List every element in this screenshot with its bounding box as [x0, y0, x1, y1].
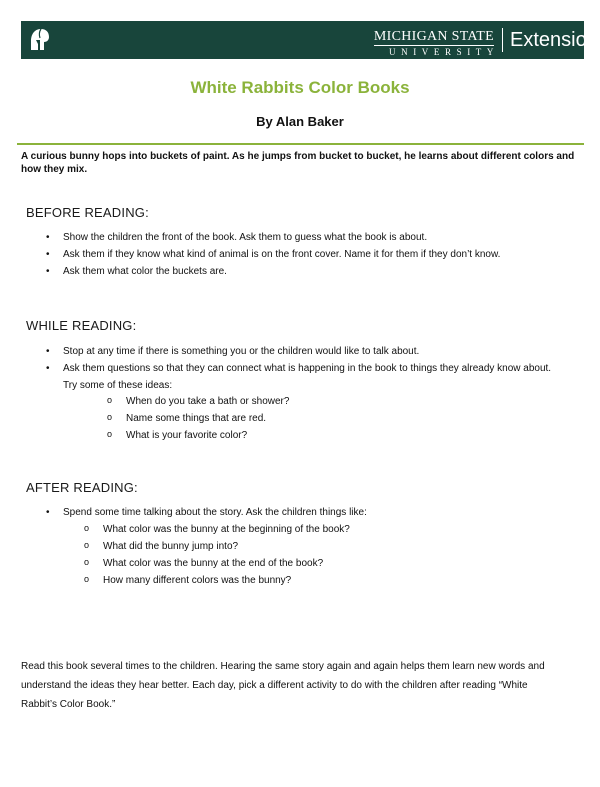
title-rule: [17, 143, 584, 145]
list-item: • Ask them if they know what kind of animal is on the front cover. Name it for them if they don’t know.: [44, 246, 564, 263]
book-summary: A curious bunny hops into buckets of paint. As he jumps from bucket to bucket, he learns about different colors and how they mix.: [21, 151, 575, 175]
spartan-helmet-icon: [27, 26, 55, 54]
after-reading-list: [44, 504, 564, 521]
university-subtitle: UNIVERSITY: [389, 47, 499, 57]
header-divider: [502, 28, 503, 52]
list-item-text: Ask them questions so that they can connect what is happening in the book to things they already know about. Try some of these ideas:: [63, 363, 552, 391]
while-reading-heading: WHILE READING:: [26, 318, 137, 333]
sub-list-item: o Name some things that are red.: [105, 410, 535, 427]
closing-paragraph: Read this book several times to the children. Hearing the same story again and again helps them learn new words and understand the ideas they hear better. Each day, pick a different activity to do with the children after reading “White Rabbit’s Color Book.”: [21, 661, 545, 710]
sub-list-item: o How many different colors was the bunny?: [82, 572, 542, 589]
university-name: MICHIGAN STATE: [373, 29, 494, 44]
before-reading-list: [44, 229, 564, 280]
university-wordmark: [354, 27, 499, 57]
sub-list-item: o What color was the bunny at the end of the book?: [82, 555, 542, 572]
list-item: • Stop at any time if there is something you or the children would like to talk about.: [44, 343, 564, 360]
list-item: • Show the children the front of the book. Ask them to guess what the book is about.: [44, 229, 564, 246]
while-reading-list: [44, 343, 564, 394]
before-reading-heading: BEFORE READING:: [26, 205, 149, 220]
sub-list-item: o What is your favorite color?: [105, 427, 535, 444]
header-banner: [21, 21, 598, 59]
sub-list-item: o When do you take a bath or shower?: [105, 393, 535, 410]
extension-label: Extension: [510, 29, 598, 51]
while-reading-ideas: [105, 393, 535, 444]
list-item: [44, 360, 564, 394]
list-item: • Ask them what color the buckets are.: [44, 263, 564, 280]
after-reading-questions: [82, 521, 542, 589]
sub-list-item: o What color was the bunny at the beginning of the book?: [82, 521, 542, 538]
author-line: By Alan Baker: [256, 114, 344, 129]
sub-list-item: o What did the bunny jump into?: [82, 538, 542, 555]
list-item: • Spend some time talking about the story. Ask the children things like:: [44, 504, 564, 521]
after-reading-heading: AFTER READING:: [26, 480, 138, 495]
page-title: White Rabbits Color Books: [190, 78, 410, 97]
